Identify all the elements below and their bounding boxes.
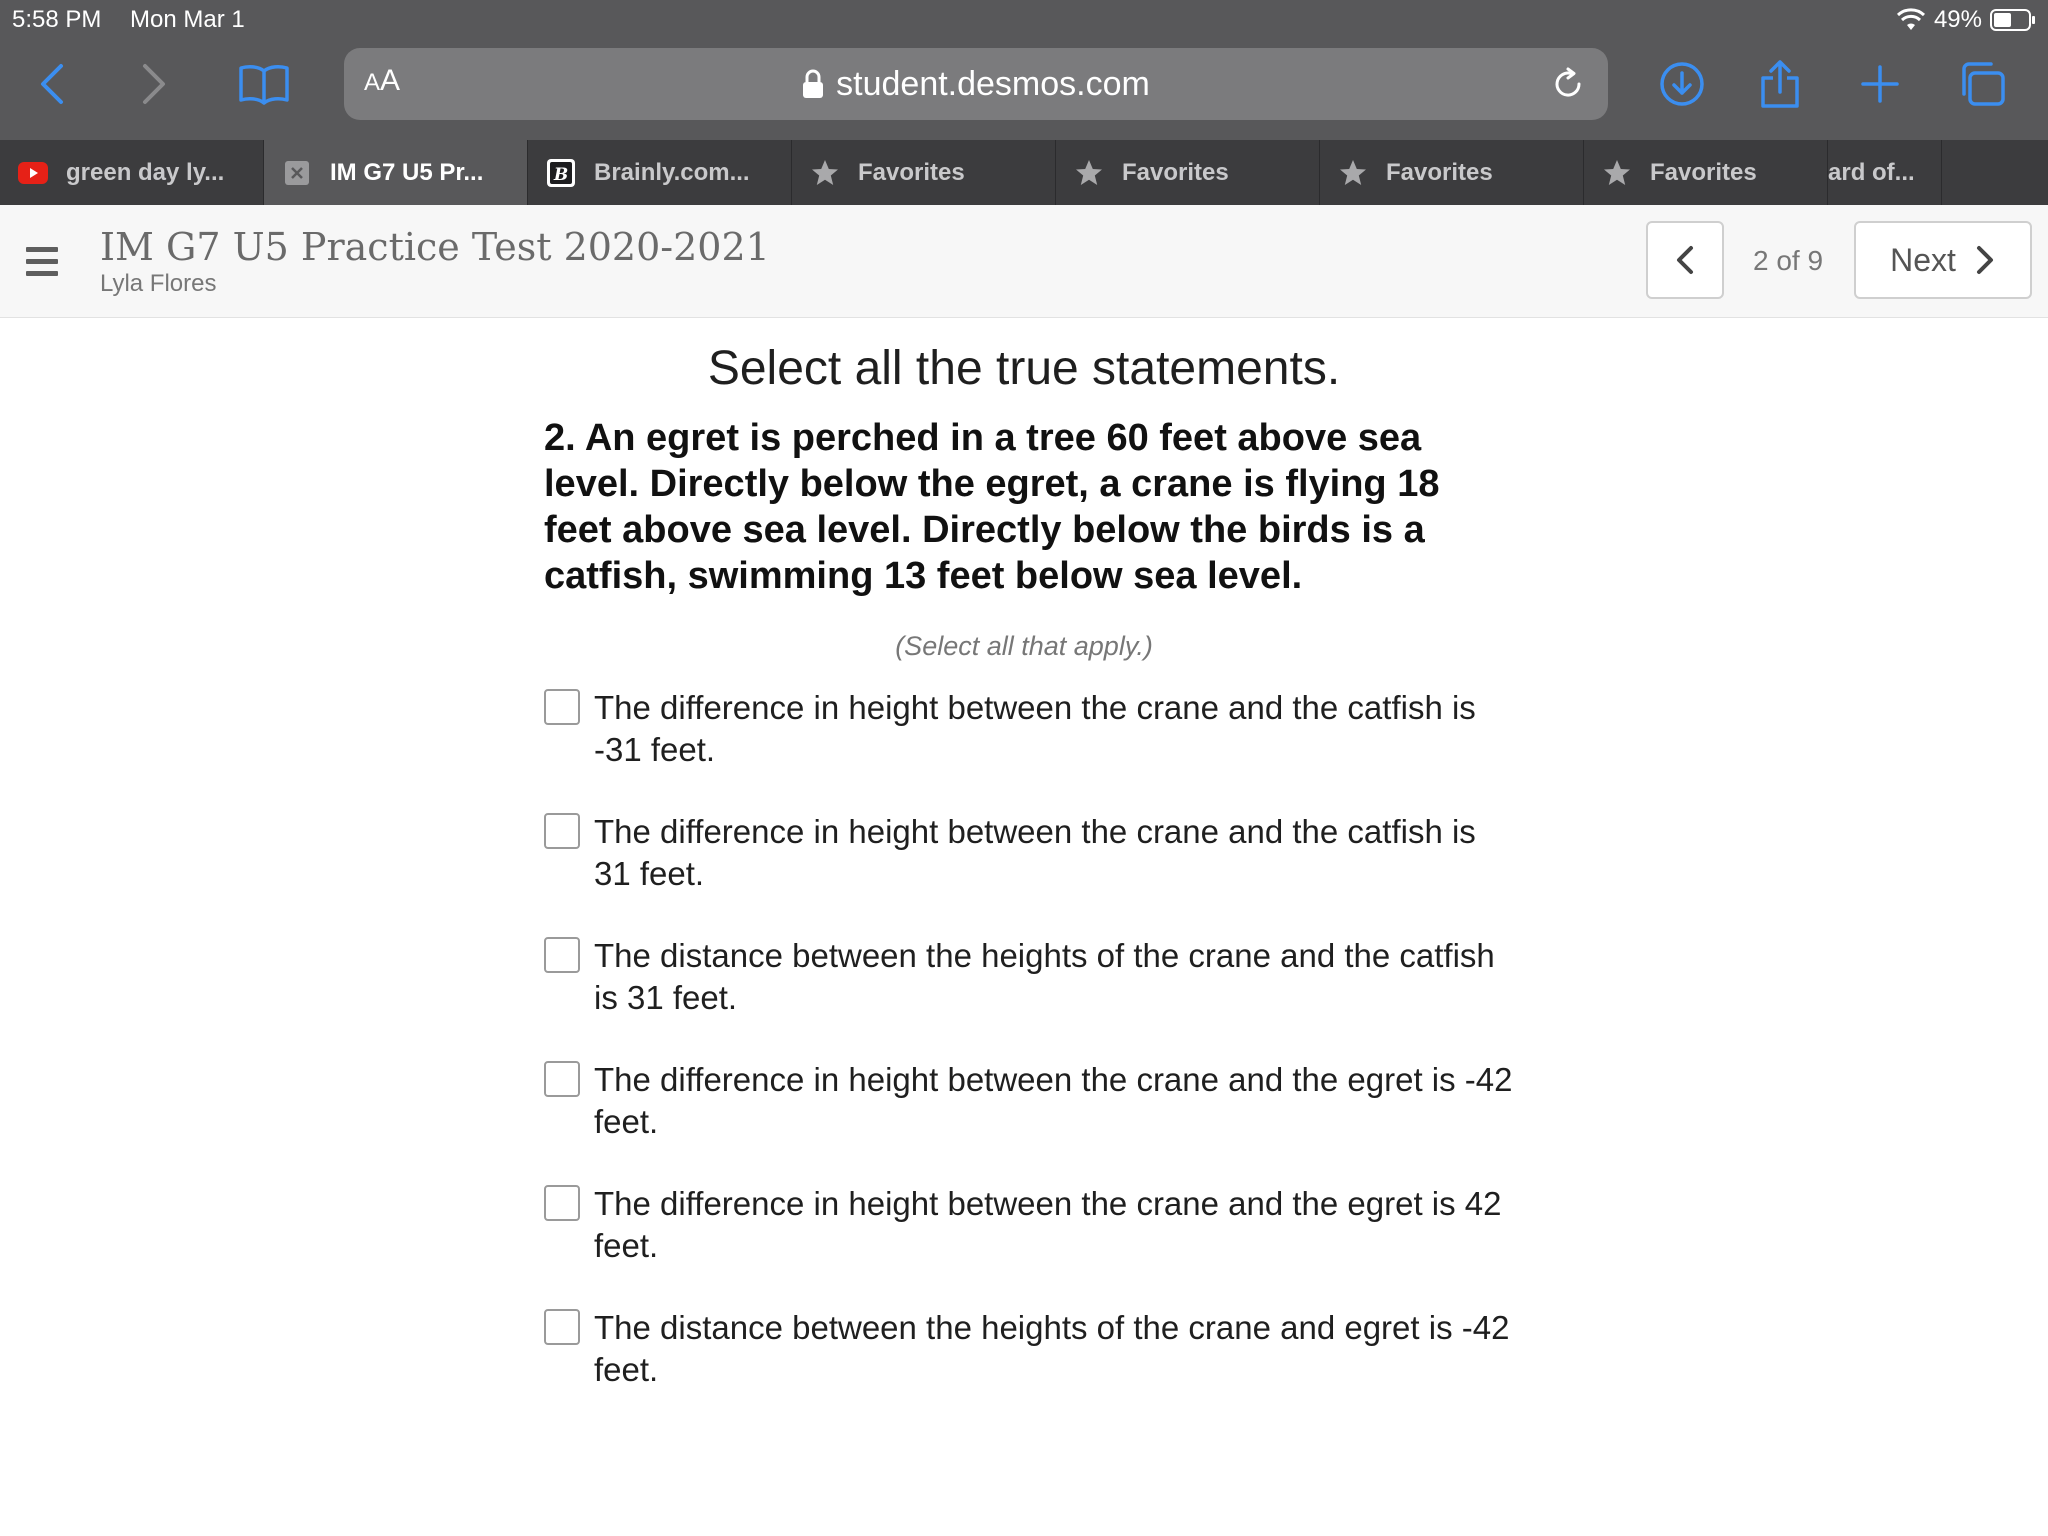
forward-button[interactable] — [124, 54, 184, 114]
tab-label: Favorites — [1386, 158, 1493, 186]
answer-choice[interactable] — [544, 811, 1504, 935]
chevron-left-icon — [1674, 244, 1696, 276]
youtube-icon — [16, 158, 50, 188]
test-header — [0, 205, 2048, 318]
tab-label: Favorites — [1122, 158, 1229, 186]
tab-brainly[interactable] — [528, 140, 792, 205]
chevron-right-icon — [139, 63, 169, 105]
tab-label: ard of... — [1828, 158, 1915, 186]
choice-text[interactable]: The difference in height between the crane and the catfish is -31 feet. — [594, 689, 1476, 768]
tabs-overview-button[interactable] — [1952, 54, 2012, 114]
browser-chrome — [0, 0, 2048, 205]
tab-favorites-4[interactable] — [1584, 140, 1828, 205]
choice-checkbox[interactable] — [544, 1185, 580, 1221]
answer-choice[interactable] — [544, 1307, 1510, 1431]
menu-button[interactable] — [26, 243, 74, 283]
tab-bar — [0, 140, 2048, 205]
choice-checkbox[interactable] — [544, 813, 580, 849]
url-display[interactable] — [344, 48, 1608, 120]
choice-checkbox[interactable] — [544, 689, 580, 725]
tab-favorites-2[interactable] — [1056, 140, 1320, 205]
tab-label: IM G7 U5 Pr... — [330, 158, 484, 186]
tab-label: green day ly... — [66, 158, 225, 186]
choice-text[interactable]: The difference in height between the crane and the egret is -42 feet. — [594, 1061, 1513, 1140]
download-icon — [1659, 61, 1705, 107]
tabs-icon — [1958, 61, 2006, 107]
choice-text[interactable]: The difference in height between the crane and the catfish is 31 feet. — [594, 813, 1476, 892]
answer-choice[interactable] — [544, 935, 1504, 1059]
browser-toolbar — [0, 40, 2048, 140]
lock-icon — [802, 69, 824, 99]
svg-text:B: B — [553, 164, 569, 185]
choice-checkbox[interactable] — [544, 1061, 580, 1097]
chevron-right-icon — [1974, 244, 1996, 276]
question-prompt: Select all the true statements. — [707, 342, 1341, 395]
share-icon — [1759, 60, 1801, 108]
reload-icon — [1551, 67, 1585, 101]
choice-text[interactable]: The difference in height between the crane and the egret is 42 feet. — [594, 1185, 1502, 1264]
bookmarks-button[interactable] — [234, 54, 294, 114]
tab-bar-remainder — [1942, 140, 2048, 205]
status-indicators — [1896, 6, 2036, 34]
tab-label: Brainly.com... — [594, 158, 750, 186]
answer-choices — [544, 687, 1513, 1431]
star-icon — [1072, 158, 1106, 188]
hamburger-icon — [26, 247, 58, 252]
tab-partial[interactable] — [1828, 140, 1942, 205]
close-icon[interactable] — [280, 158, 314, 188]
url-text: student.desmos.com — [836, 64, 1150, 103]
tab-label: Favorites — [858, 158, 965, 186]
next-button[interactable] — [1854, 221, 2032, 299]
student-name: Lyla Flores — [100, 270, 217, 297]
choice-text[interactable]: The distance between the heights of the crane and the catfish is 31 feet. — [594, 937, 1495, 1016]
tab-green-day[interactable] — [0, 140, 264, 205]
brainly-icon — [544, 158, 578, 188]
answer-choice[interactable] — [544, 1059, 1513, 1183]
answer-choice[interactable] — [544, 1183, 1504, 1307]
status-bar — [0, 0, 2048, 40]
share-button[interactable] — [1750, 54, 1810, 114]
question-text: 2. An egret is perched in a tree 60 feet above sea level. Directly below the egret, a crane is flying 18 feet above sea level. Directly below the birds is a catfish, swimming 13 feet below sea level. — [544, 417, 1440, 597]
star-icon — [1336, 158, 1370, 188]
star-icon — [808, 158, 842, 188]
reload-button[interactable] — [1544, 60, 1592, 108]
battery-icon — [1990, 8, 2036, 32]
address-bar[interactable] — [344, 48, 1608, 120]
status-date: Mon Mar 1 — [130, 6, 245, 33]
chevron-left-icon — [37, 63, 67, 105]
back-button[interactable] — [22, 54, 82, 114]
status-time: 5:58 PM — [12, 6, 102, 33]
choice-checkbox[interactable] — [544, 937, 580, 973]
battery-percent: 49% — [1933, 6, 1982, 33]
downloads-button[interactable] — [1652, 54, 1712, 114]
answer-choice[interactable] — [544, 687, 1504, 811]
tab-favorites-3[interactable] — [1320, 140, 1584, 205]
select-hint: (Select all that apply.) — [895, 631, 1153, 661]
text-size-button[interactable]: AA — [364, 64, 401, 97]
book-icon — [238, 63, 290, 105]
choice-text[interactable]: The distance between the heights of the crane and egret is -42 feet. — [594, 1309, 1510, 1388]
tab-label: Favorites — [1650, 158, 1757, 186]
star-icon — [1600, 158, 1634, 188]
previous-button[interactable] — [1646, 221, 1724, 299]
wifi-icon — [1896, 8, 1926, 32]
choice-checkbox[interactable] — [544, 1309, 580, 1345]
test-title: IM G7 U5 Practice Test 2020-2021 — [100, 225, 770, 269]
new-tab-button[interactable] — [1850, 54, 1910, 114]
plus-icon — [1860, 64, 1900, 104]
next-label: Next — [1890, 241, 1956, 278]
tab-im-g7-u5[interactable] — [264, 140, 528, 205]
page-indicator: 2 of 9 — [1752, 245, 1824, 276]
tab-favorites-1[interactable] — [792, 140, 1056, 205]
